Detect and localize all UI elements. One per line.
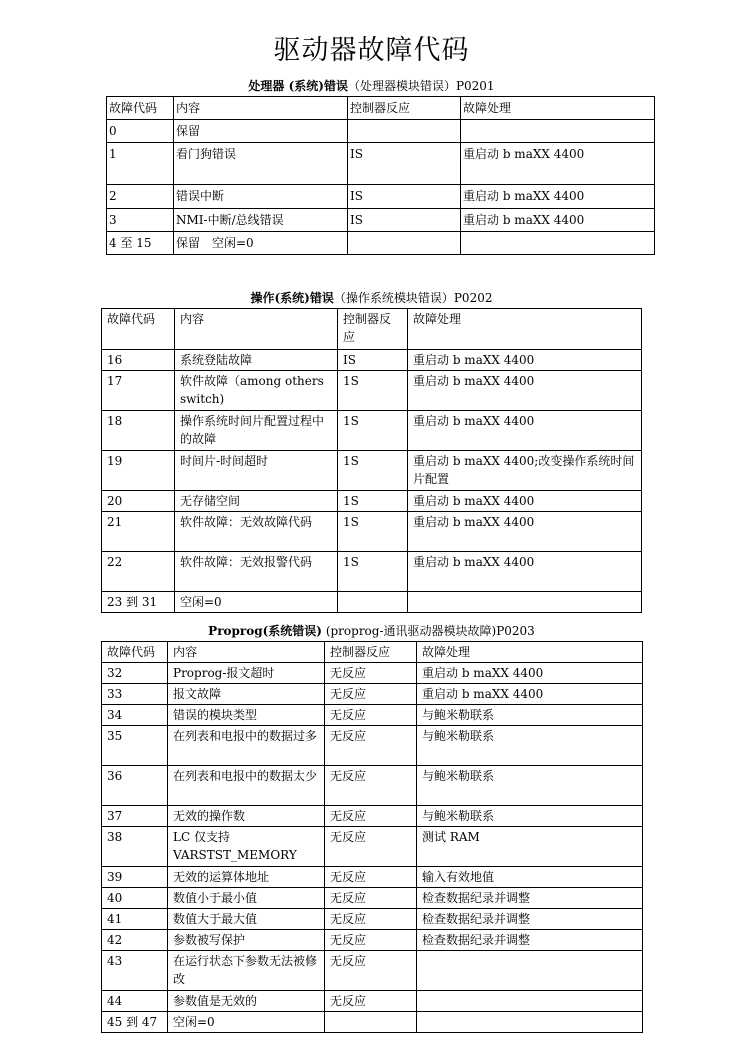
cell-reaction: 无反应: [325, 909, 417, 930]
cell-code: 23 到 31: [102, 592, 175, 613]
table-row: [102, 806, 643, 827]
header-cell-handling: 故障处理: [417, 642, 643, 663]
cell-handling: [417, 951, 643, 991]
header-cell-reaction: 控制器反应: [325, 642, 417, 663]
cell-reaction: [338, 592, 408, 613]
cell-reaction: 1S: [338, 491, 408, 512]
cell-code: 18: [102, 411, 175, 451]
cell-code: 20: [102, 491, 175, 512]
cell-code: 22: [102, 552, 175, 592]
header-cell-code: 故障代码: [102, 309, 175, 350]
header-cell-reaction: 控制器反应: [348, 97, 461, 120]
header-cell-content: 内容: [174, 97, 348, 120]
cell-reaction: 1S: [338, 371, 408, 411]
table-row: [102, 909, 643, 930]
cell-reaction: 无反应: [325, 951, 417, 991]
cell-reaction: 无反应: [325, 991, 417, 1012]
cell-reaction: 无反应: [325, 806, 417, 827]
cell-content: 参数值是无效的: [168, 991, 325, 1012]
table-row: [107, 143, 655, 185]
cell-handling: 检查数据纪录并调整: [417, 909, 643, 930]
cell-handling: 检查数据纪录并调整: [417, 930, 643, 951]
cell-code: 16: [102, 350, 175, 371]
section-heading-p0203: [0, 622, 743, 639]
table-row: [102, 512, 642, 552]
section-heading-rest: （操作系统模块错误）P0202: [333, 291, 493, 305]
table-row: [102, 552, 642, 592]
cell-handling: 重启动 b maXX 4400: [408, 552, 642, 592]
cell-code: 21: [102, 512, 175, 552]
cell-handling: 检查数据纪录并调整: [417, 888, 643, 909]
cell-handling: 重启动 b maXX 4400: [408, 350, 642, 371]
cell-handling: [408, 592, 642, 613]
cell-handling: 重启动 b maXX 4400: [461, 143, 655, 185]
table-row: [102, 592, 642, 613]
cell-handling: 输入有效地值: [417, 867, 643, 888]
cell-reaction: 1S: [338, 411, 408, 451]
cell-code: 42: [102, 930, 168, 951]
cell-handling: 与鲍米勒联系: [417, 766, 643, 806]
cell-handling: 重启动 b maXX 4400: [408, 512, 642, 552]
table-row: [102, 371, 642, 411]
table-row: [102, 705, 643, 726]
cell-reaction: 无反应: [325, 705, 417, 726]
cell-reaction: 无反应: [325, 888, 417, 909]
cell-content: 在列表和电报中的数据过多: [168, 726, 325, 766]
cell-code: 32: [102, 663, 168, 684]
cell-code: 45 到 47: [102, 1012, 168, 1033]
cell-code: 35: [102, 726, 168, 766]
table-row: [107, 209, 655, 232]
cell-code: 4 至 15: [107, 232, 174, 255]
table-row: [102, 827, 643, 867]
cell-content: 在运行状态下参数无法被修改: [168, 951, 325, 991]
table-row: [102, 1012, 643, 1033]
cell-reaction: 无反应: [325, 663, 417, 684]
cell-reaction: [348, 120, 461, 143]
cell-handling: 测试 RAM: [417, 827, 643, 867]
cell-code: 0: [107, 120, 174, 143]
cell-handling: 与鲍米勒联系: [417, 705, 643, 726]
table-row: [107, 185, 655, 209]
cell-handling: 与鲍米勒联系: [417, 726, 643, 766]
section-heading-p0201: [0, 77, 743, 94]
cell-content: 空闲=0: [168, 1012, 325, 1033]
cell-handling: [417, 1012, 643, 1033]
section-heading-bold: 操作(系统)错误: [250, 291, 334, 305]
cell-handling: 重启动 b maXX 4400: [461, 185, 655, 209]
table-row: [102, 726, 643, 766]
cell-reaction: 1S: [338, 512, 408, 552]
cell-handling: 重启动 b maXX 4400: [408, 371, 642, 411]
cell-content: 数值大于最大值: [168, 909, 325, 930]
cell-content: 软件故障：无效报警代码: [175, 552, 338, 592]
cell-reaction: 1S: [338, 451, 408, 491]
fault-table-p0203: [101, 641, 643, 1033]
table-row: [102, 888, 643, 909]
section-heading-rest: （处理器模块错误）P0201: [347, 79, 495, 93]
cell-handling: 重启动 b maXX 4400: [408, 411, 642, 451]
table-row: [102, 491, 642, 512]
header-cell-handling: 故障处理: [461, 97, 655, 120]
fault-table-p0201: [106, 96, 655, 255]
cell-code: 3: [107, 209, 174, 232]
cell-content: NMI-中断/总线错误: [174, 209, 348, 232]
cell-content: 在列表和电报中的数据太少: [168, 766, 325, 806]
table-header-row: [102, 642, 643, 663]
table-row: [102, 663, 643, 684]
cell-reaction: IS: [338, 350, 408, 371]
header-cell-code: 故障代码: [107, 97, 174, 120]
cell-code: 39: [102, 867, 168, 888]
cell-content: 报文故障: [168, 684, 325, 705]
cell-code: 36: [102, 766, 168, 806]
cell-handling: 重启动 b maXX 4400: [461, 209, 655, 232]
cell-content: 参数被写保护: [168, 930, 325, 951]
cell-content: 空闲=0: [175, 592, 338, 613]
cell-handling: 与鲍米勒联系: [417, 806, 643, 827]
section-heading-p0202: [0, 289, 743, 306]
cell-content: 时间片-时间超时: [175, 451, 338, 491]
page-title: 驱动器故障代码: [273, 35, 470, 66]
cell-content: Proprog-报文超时: [168, 663, 325, 684]
cell-reaction: 无反应: [325, 684, 417, 705]
cell-code: 2: [107, 185, 174, 209]
cell-handling: [461, 120, 655, 143]
cell-content: 保留 空闲=0: [174, 232, 348, 255]
section-heading-bold: 处理器 (系统)错误: [248, 79, 348, 93]
table-row: [102, 684, 643, 705]
cell-code: 41: [102, 909, 168, 930]
cell-content: 错误的模块类型: [168, 705, 325, 726]
cell-handling: 重启动 b maXX 4400: [417, 684, 643, 705]
cell-code: 34: [102, 705, 168, 726]
header-cell-handling: 故障处理: [408, 309, 642, 350]
cell-content: 无效的操作数: [168, 806, 325, 827]
table-row: [102, 766, 643, 806]
cell-reaction: [325, 1012, 417, 1033]
cell-reaction: IS: [348, 143, 461, 185]
cell-reaction: 无反应: [325, 766, 417, 806]
cell-content: 软件故障（among others switch): [175, 371, 338, 411]
cell-reaction: 无反应: [325, 827, 417, 867]
table-row: [102, 451, 642, 491]
cell-handling: [417, 991, 643, 1012]
fault-table-p0202: [101, 308, 642, 613]
cell-code: 37: [102, 806, 168, 827]
cell-content: 系统登陆故障: [175, 350, 338, 371]
cell-handling: [461, 232, 655, 255]
cell-code: 44: [102, 991, 168, 1012]
table-row: [102, 951, 643, 991]
cell-reaction: 无反应: [325, 726, 417, 766]
cell-code: 1: [107, 143, 174, 185]
cell-code: 43: [102, 951, 168, 991]
cell-content: 软件故障：无效故障代码: [175, 512, 338, 552]
cell-handling: 重启动 b maXX 4400: [417, 663, 643, 684]
cell-content: LC 仅支持 VARSTST_MEMORY: [168, 827, 325, 867]
cell-code: 19: [102, 451, 175, 491]
cell-content: 错误中断: [174, 185, 348, 209]
cell-reaction: IS: [348, 209, 461, 232]
cell-content: 看门狗错误: [174, 143, 348, 185]
cell-reaction: 无反应: [325, 867, 417, 888]
cell-handling: 重启动 b maXX 4400;改变操作系统时间片配置: [408, 451, 642, 491]
cell-content: 数值小于最小值: [168, 888, 325, 909]
cell-content: 无存储空间: [175, 491, 338, 512]
cell-content: 无效的运算体地址: [168, 867, 325, 888]
table-header-row: [102, 309, 642, 350]
table-row: [102, 411, 642, 451]
table-row: [102, 991, 643, 1012]
cell-code: 40: [102, 888, 168, 909]
header-cell-content: 内容: [168, 642, 325, 663]
cell-reaction: 无反应: [325, 930, 417, 951]
cell-reaction: 1S: [338, 552, 408, 592]
header-cell-content: 内容: [175, 309, 338, 350]
table-row: [102, 867, 643, 888]
header-cell-code: 故障代码: [102, 642, 168, 663]
cell-content: 保留: [174, 120, 348, 143]
cell-content: 操作系统时间片配置过程中的故障: [175, 411, 338, 451]
header-cell-reaction: 控制器反应: [338, 309, 408, 350]
table-row: [107, 232, 655, 255]
cell-reaction: [348, 232, 461, 255]
table-header-row: [107, 97, 655, 120]
table-row: [102, 930, 643, 951]
table-row: [107, 120, 655, 143]
section-heading-rest: (proprog-通讯驱动器模块故障)P0203: [322, 624, 535, 638]
cell-code: 38: [102, 827, 168, 867]
cell-reaction: IS: [348, 185, 461, 209]
table-row: [102, 350, 642, 371]
cell-handling: 重启动 b maXX 4400: [408, 491, 642, 512]
section-heading-bold: Proprog(系统错误): [208, 624, 322, 638]
cell-code: 17: [102, 371, 175, 411]
cell-code: 33: [102, 684, 168, 705]
